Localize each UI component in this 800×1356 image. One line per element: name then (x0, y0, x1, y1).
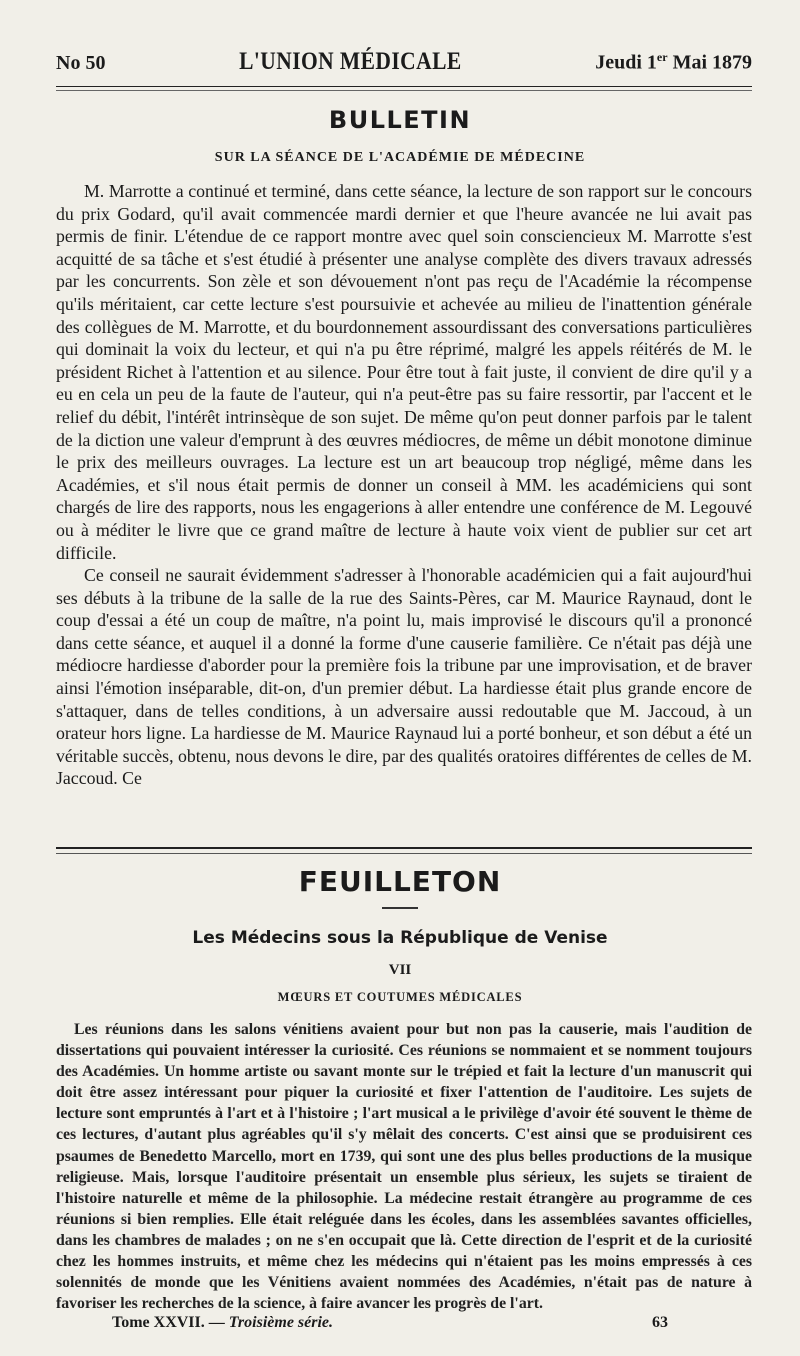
feuilleton-title: FEUILLETON (298, 865, 502, 898)
date-prefix: Jeudi 1 (595, 52, 657, 74)
page-header (56, 48, 752, 76)
bulletin-paragraph-2: Ce conseil ne saurait évidemment s'adresser à l'honorable académicien qui a fait aujourd'hui ses débuts à la tribune de la salle de la rue des Saints-Pères, car M. Maurice Raynaud, dont le coup d'essai a été un coup de maître, n'a point lu, mais improvisé le discours qu'il a prononcé dans cette séance, et auquel il a donné la forme d'une causerie familière. Ce n'était pas déjà une médiocre hardiesse d'aborder pour la première fois la tribune par une improvisation, et de braver ainsi l'émotion inséparable, dit-on, d'un premier début. La hardiesse était plus grande encore de s'attaquer, dans de telles conditions, à un adversaire aussi redoutable que M. Jaccoud, à un orateur hors ligne. La hardiesse de M. Maurice Raynaud lui a porté bonheur, et son début a été un véritable succès, obtenu, nous devons le dire, par des qualités oratoires différentes de celles de M. Jaccoud. Ce (56, 565, 752, 789)
feuilleton-body (56, 1019, 752, 1314)
bulletin-subtitle: SUR LA SÉANCE DE L'ACADÉMIE DE MÉDECINE (214, 150, 586, 165)
page-number: 63 (652, 1314, 668, 1331)
header-rule-thin (56, 90, 752, 91)
header-rule (56, 86, 752, 87)
issue-number: No 50 (56, 52, 106, 74)
tome-label: Tome XXVII. — (112, 1314, 229, 1331)
journal-title: L'UNION MÉDICALE (239, 48, 462, 75)
feuilleton-divider (56, 847, 752, 849)
date-sup: er (656, 50, 668, 65)
bulletin-title: BULLETIN (328, 106, 472, 134)
page-footer (112, 1314, 668, 1332)
date-rest: Mai 1879 (667, 52, 752, 74)
volume-info (112, 1314, 333, 1332)
feuilleton-divider-thin (56, 853, 752, 854)
chapter-title: MŒURS ET COUTUMES MÉDICALES (277, 990, 523, 1004)
chapter-number: VII (388, 962, 412, 978)
issue-date (595, 50, 752, 75)
ornament-rule (382, 907, 418, 909)
feuilleton-paragraph: Les réunions dans les salons vénitiens avaient pour but non pas la causerie, mais l'audition de dissertations qui pouvaient intéresser la curiosité. Ces réunions se nommaient et se nomment toujours des Académies. Un homme artiste ou savant monte sur le trépied et fait la lecture d'un manuscrit qui doit être assez intéressant pour piquer la curiosité et fixer l'attention de l'auditoire. Les sujets de lecture sont empruntés à l'art et à l'histoire ; l'art musical a le privilège d'avoir été souvent le thème de ces lectures, d'autant plus agréables qu'il s'y mêlait des concerts. C'est ainsi que se produisirent ces psaumes de Benedetto Marcello, mort en 1739, qui sont une des plus belles productions de la musique religieuse. Mais, lorsque l'auditoire présentait un ensemble plus sérieux, les sujets se tiraient de l'histoire naturelle et même de la philosophie. La médecine restait étrangère au programme de ces réunions si bien remplies. Elle était reléguée dans les écoles, dans les assemblées savantes officielles, dans les chambres de malades ; on ne s'en occupait que là. Cette direction de l'esprit et de la curiosité chez les hommes instruits, et même chez les médecins qui n'étaient pas les moins empressés à ces solennités de monde que les Vénitiens avaient nommées des Académies, n'était pas de nature à favoriser les recherches de la science, à faire avancer les progrès de l'art. (56, 1021, 752, 1313)
bulletin-paragraph-1: M. Marrotte a continué et terminé, dans cette séance, la lecture de son rapport sur le concours du prix Godard, qu'il avait commencée mardi dernier et que l'heure avancée ne lui avait pas permis de finir. L'étendue de ce rapport montre avec quel soin consciencieux M. Marrotte s'est acquitté de sa tâche et s'est étudié à présenter une analyse complète des divers travaux adressés par les concurrents. Son zèle et son dévouement n'ont pas reçu de l'Académie la récompense qu'ils méritaient, car cette lecture s'est poursuivie et achevée au milieu de l'inattention générale des collègues de M. Marrotte, et du bourdonnement assourdissant des conversations particulières qui dominait la voix du lecteur, et qui n'a pu être réprimé, malgré les appels réitérés de M. le président Richet à l'attention et au silence. Pour être tout à fait juste, il convient de dire qu'il y a eu en cela un peu de la faute de l'auteur, qui n'a peut-être pas su faire ressortir, par l'accent et le relief du débit, l'intérêt intrinsèque de son sujet. De même qu'on peut donner parfois par le talent de la diction une valeur d'emprunt à des œuvres médiocres, de même un débit monotone diminue le prix des meilleurs ouvrages. La lecture est un art beaucoup trop négligé, même dans les Académies, et s'il nous était permis de donner un conseil à MM. les académiciens qui sont chargés de lire des rapports, nous les engagerions à aller entendre une conférence de M. Legouvé ou à méditer le livre que ce grand maître de lecture à haute voix vient de publier sur cet art difficile. (56, 181, 752, 563)
article-title: Les Médecins sous la République de Venise (192, 928, 608, 948)
bulletin-body (56, 180, 752, 790)
serie-label: Troisième série. (228, 1314, 334, 1331)
